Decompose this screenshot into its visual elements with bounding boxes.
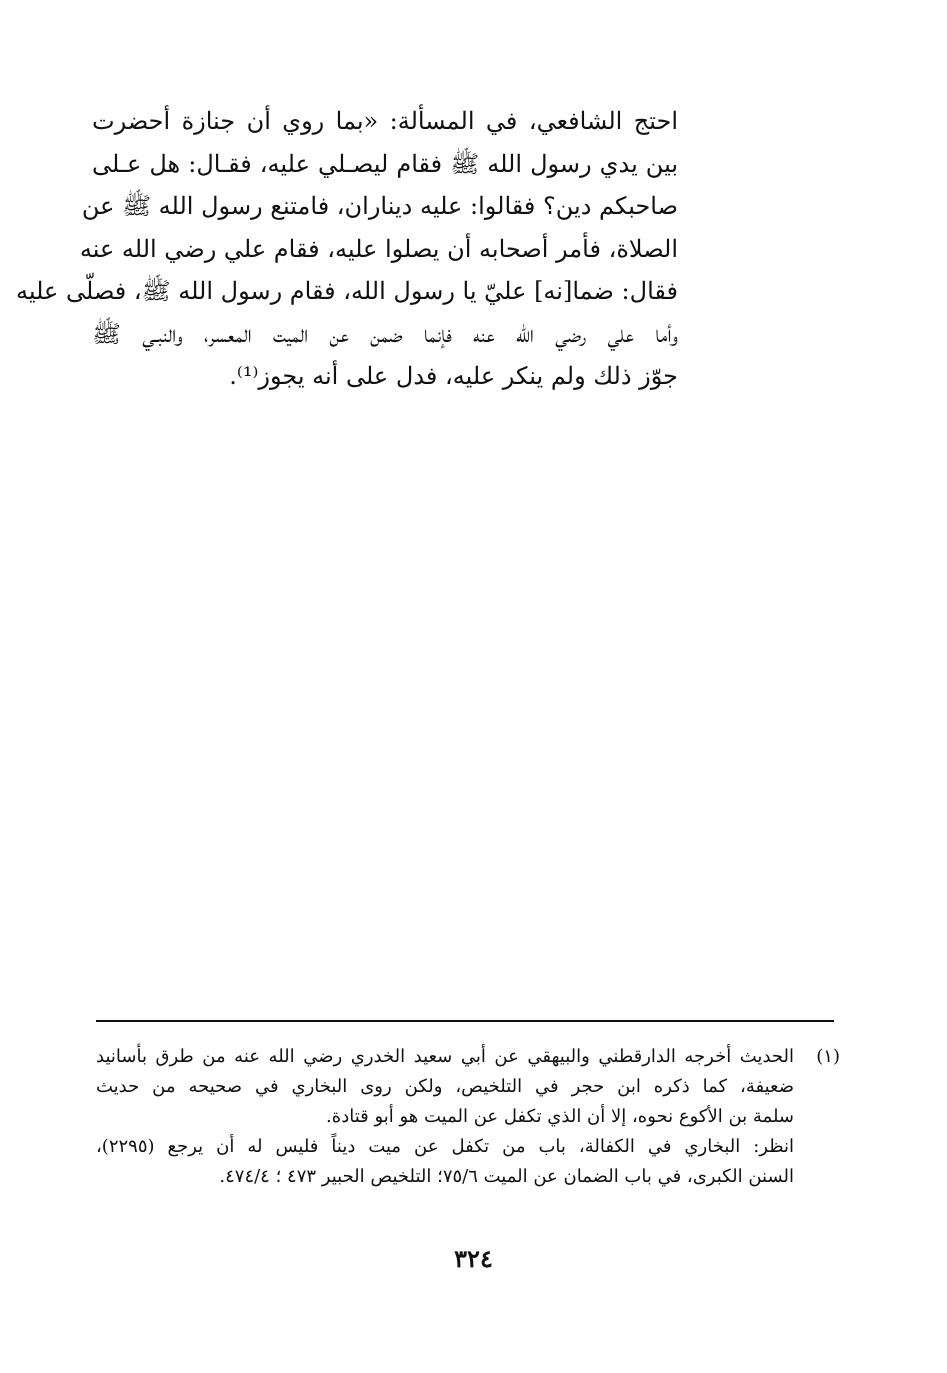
footnote-marker: (١)	[816, 1046, 840, 1067]
footnote-line-4: انظر: البخاري في الكفالة، باب من تكفل عن ميت ديناً فليس له أن يرجع (٢٢٩٥)،	[96, 1136, 794, 1157]
main-text-body	[15, 100, 678, 398]
footnotes-section	[96, 1042, 840, 1192]
footnote-line-5: السنن الكبرى، في باب الضمان عن الميت ٧٥/٦؛ التلخيص الحبير ٤٧٣ ؛ ٤٧٤/٤.	[219, 1166, 794, 1187]
main-text-line-6: وأما علي رضي الله عنه فإنما ضمن عن الميت المعسر، والنبـي ﷺ	[92, 319, 678, 348]
footnote-line-1: الحديث أخرجه الدارقطني والبيهقي عن أبي سعيد الخدري رضي الله عنه من طرق بأسانيد	[96, 1046, 794, 1067]
main-text-line-4: الصلاة، فأمر أصحابه أن يصلوا عليه، فقام علي رضي الله عنه	[79, 234, 678, 263]
main-text-line-5: فقال: ضما[نه] عليّ يا رسول الله، فقام رسول الله ﷺ، فصلّى عليه	[15, 277, 678, 305]
main-text-line-2: بين يدي رسول الله ﷺ فقام ليصـلي عليه، فقـال: هل عـلى	[92, 149, 678, 178]
footnote-line-3: سلمة بن الأكوع نحوه، إلا أن الذي تكفل عن الميت هو أبو قتادة.	[326, 1106, 794, 1127]
footnote-1	[96, 1042, 840, 1192]
main-text-line-1: احتج الشافعي، في المسألة: «بما روي أن جنازة أحضرت	[92, 107, 678, 135]
footnote-line-2: ضعيفة، كما ذكره ابن حجر في التلخيص، ولكن روى البخاري في صحيحه من حديث	[96, 1076, 794, 1097]
main-text-line-7: جوّز ذلك ولم ينكر عليه، فدل على أنه يجوز⁽¹⁾.	[229, 362, 678, 390]
main-text-line-3: صاحبكم دين؟ فقالوا: عليه ديناران، فامتنع رسول الله ﷺ عن	[81, 192, 678, 220]
page-number: ٣٢٤	[454, 1244, 493, 1273]
footnote-divider	[96, 1020, 834, 1022]
